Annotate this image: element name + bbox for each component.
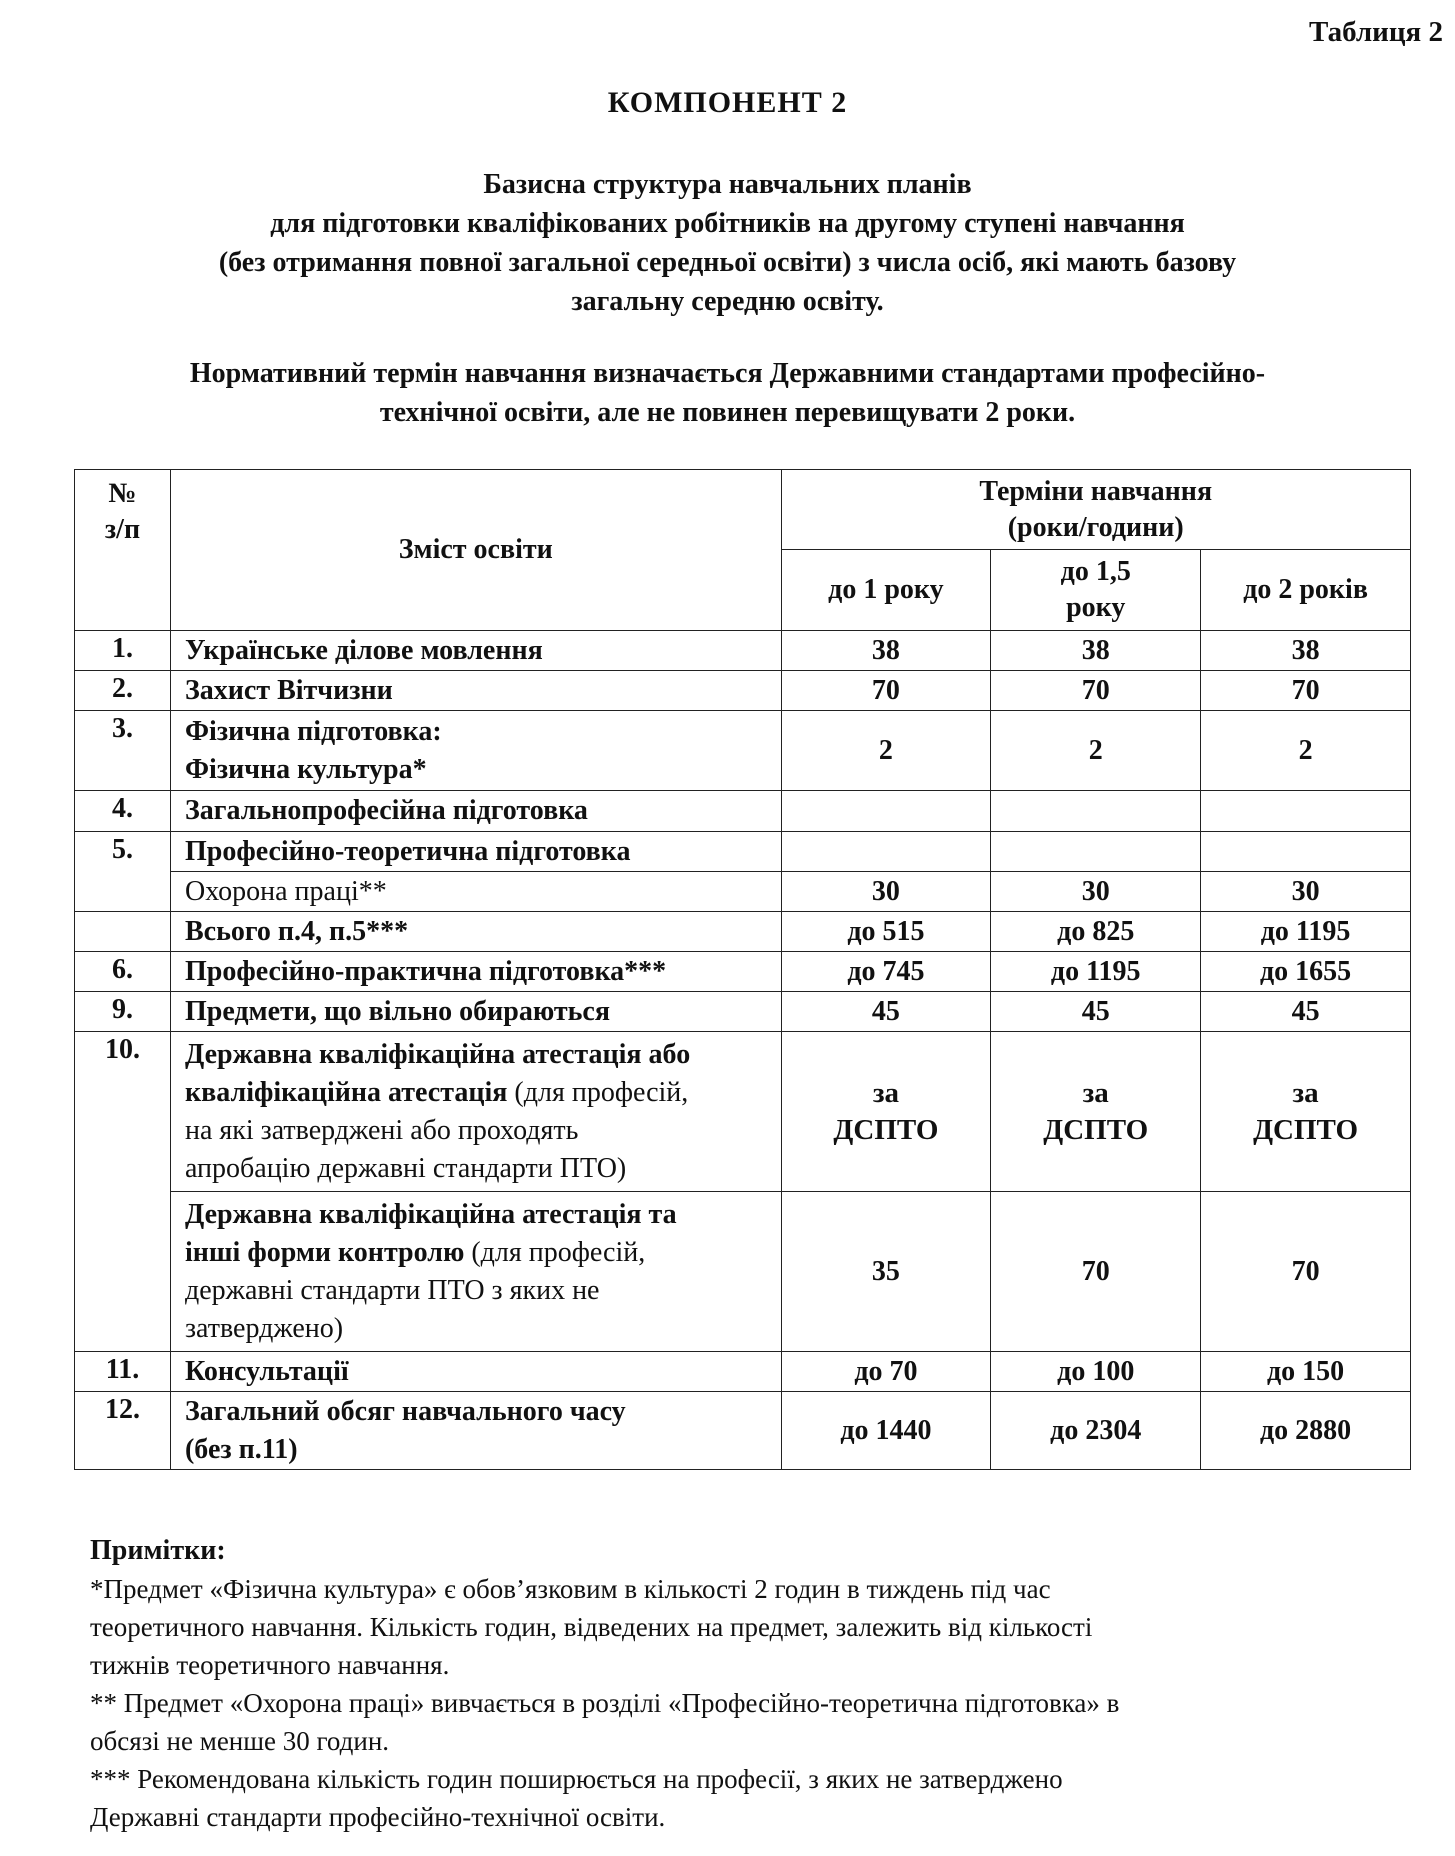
table-row — [75, 1392, 1411, 1470]
note-line: Державні стандарти професійно-технічної освіти. — [90, 1802, 666, 1832]
header-terms-title: Терміни навчання — [979, 475, 1213, 507]
row-content-line: Загальний обсяг навчального часу — [184, 1395, 626, 1427]
structure-heading-line: (без отримання повної загальної середньої освіти) з числа осіб, які мають базову — [218, 247, 1237, 278]
row-content-line: Державна кваліфікаційна атестація або — [184, 1038, 691, 1070]
row-value-empty — [991, 832, 1201, 872]
row-value-1-5-year: 45 — [991, 992, 1201, 1032]
row-number: 9. — [75, 992, 171, 1032]
header-terms — [781, 470, 1411, 550]
header-number — [75, 470, 171, 631]
row-value-1-5-year — [991, 1032, 1201, 1192]
row-value-empty — [781, 832, 991, 872]
structure-heading — [0, 165, 1455, 321]
header-number-symbol: № — [108, 478, 137, 509]
row-number: 12. — [75, 1392, 171, 1470]
row-number: 5. — [75, 832, 171, 912]
note-line: теоретичного навчання. Кількість годин, відведених на предмет, залежить від кількості — [90, 1612, 1093, 1642]
row-number-empty — [75, 912, 171, 952]
row-number: 1. — [75, 631, 171, 671]
row-value-1-year: 2 — [781, 711, 991, 791]
row-value-empty — [781, 791, 991, 832]
row-number: 10. — [75, 1032, 171, 1352]
row-value-1-5-year: 70 — [991, 671, 1201, 711]
row-content: Охорона праці** — [170, 872, 781, 912]
table-row — [75, 631, 1411, 671]
row-number: 11. — [75, 1352, 171, 1392]
row-value-1-year: до 70 — [781, 1352, 991, 1392]
row-value-1-5-year: 30 — [991, 872, 1201, 912]
row-content-line: Державна кваліфікаційна атестація та — [184, 1198, 677, 1230]
table-row — [75, 671, 1411, 711]
table-number-label: Таблиця 2 — [1308, 16, 1443, 48]
row-content: Захист Вітчизни — [170, 671, 781, 711]
row-content-bold: інші форми контролю — [184, 1236, 465, 1268]
row-value-line: за — [872, 1076, 899, 1109]
row-value-1-5-year: 70 — [991, 1192, 1201, 1352]
row-value-1-5-year: 2 — [991, 711, 1201, 791]
row-value-2-years: 45 — [1201, 992, 1411, 1032]
row-value-2-years: до 1655 — [1201, 952, 1411, 992]
row-value-1-year — [781, 1032, 991, 1192]
header-col-1-5-year — [991, 550, 1201, 631]
row-value-1-year: 30 — [781, 872, 991, 912]
structure-heading-line: для підготовки кваліфікованих робітників на другому ступені навчання — [270, 208, 1185, 239]
table-row — [75, 1352, 1411, 1392]
row-value-line: ДСПТО — [1253, 1113, 1359, 1146]
row-number: 2. — [75, 671, 171, 711]
row-content — [170, 711, 781, 791]
table-row — [75, 1032, 1411, 1192]
row-content-line: Фізична культура* — [184, 753, 427, 785]
term-note-line: Нормативний термін навчання визначається Державними стандартами професійно- — [189, 358, 1266, 389]
header-number-abbr: з/п — [104, 514, 141, 545]
row-content: Консультації — [170, 1352, 781, 1392]
table-row — [75, 711, 1411, 791]
row-value-1-year: до 745 — [781, 952, 991, 992]
row-value-1-year: до 1440 — [781, 1392, 991, 1470]
row-content-line: апробацію державні стандарти ПТО) — [184, 1152, 627, 1184]
table-row — [75, 992, 1411, 1032]
row-value-1-year: 38 — [781, 631, 991, 671]
header-col-1-5-line: року — [1066, 592, 1126, 623]
row-content: Загальнопрофесійна підготовка — [170, 791, 781, 832]
table-row — [75, 872, 1411, 912]
term-note — [0, 354, 1455, 432]
row-value-line: за — [1082, 1076, 1109, 1109]
header-terms-unit: (роки/години) — [1007, 511, 1184, 543]
table-row — [75, 791, 1411, 832]
row-value-1-5-year: до 100 — [991, 1352, 1201, 1392]
curriculum-table — [74, 469, 1411, 1470]
row-value-1-5-year: 38 — [991, 631, 1201, 671]
row-content-line: (без п.11) — [184, 1433, 298, 1465]
row-content: Всього п.4, п.5*** — [170, 912, 781, 952]
row-content-line: державні стандарти ПТО з яких не — [184, 1274, 600, 1306]
row-value-1-year: 45 — [781, 992, 991, 1032]
row-value-2-years: 2 — [1201, 711, 1411, 791]
row-number: 4. — [75, 791, 171, 832]
header-content: Зміст освіти — [170, 470, 781, 631]
row-value-empty — [1201, 791, 1411, 832]
note-line: *** Рекомендована кількість годин поширюється на професії, з яких не затверджено — [90, 1764, 1063, 1794]
note-line: обсязі не менше 30 годин. — [90, 1726, 390, 1756]
header-col-1-year: до 1 року — [781, 550, 991, 631]
note-line: ** Предмет «Охорона праці» вивчається в розділі «Професійно-теоретична підготовка» в — [90, 1688, 1120, 1718]
row-content: Українське ділове мовлення — [170, 631, 781, 671]
row-value-2-years — [1201, 1032, 1411, 1192]
structure-heading-line: загальну середню освіту. — [571, 286, 884, 317]
notes-section — [90, 1532, 1410, 1836]
table-header-row — [75, 470, 1411, 550]
row-value-line: ДСПТО — [833, 1113, 939, 1146]
row-value-1-year: 35 — [781, 1192, 991, 1352]
header-col-2-years: до 2 років — [1201, 550, 1411, 631]
row-content-line: на які затверджені або проходять — [184, 1114, 579, 1146]
row-content-bold: кваліфікаційна атестація — [184, 1076, 508, 1108]
row-content: Професійно-теоретична підготовка — [170, 832, 781, 872]
row-value-1-5-year: до 1195 — [991, 952, 1201, 992]
row-value-2-years: до 150 — [1201, 1352, 1411, 1392]
row-content — [170, 1032, 781, 1192]
header-col-1-5-line: до 1,5 — [1060, 556, 1131, 587]
row-value-2-years: 38 — [1201, 631, 1411, 671]
row-number: 6. — [75, 952, 171, 992]
table-row — [75, 832, 1411, 872]
structure-heading-line: Базисна структура навчальних планів — [483, 169, 972, 200]
row-value-2-years: 70 — [1201, 671, 1411, 711]
row-content — [170, 1392, 781, 1470]
row-content-line: затверджено) — [184, 1312, 344, 1344]
row-value-1-5-year: до 825 — [991, 912, 1201, 952]
row-value-empty — [991, 791, 1201, 832]
component-title: КОМПОНЕНТ 2 — [607, 86, 848, 119]
row-value-1-year: до 515 — [781, 912, 991, 952]
row-value-empty — [1201, 832, 1411, 872]
note-line: тижнів теоретичного навчання. — [90, 1650, 450, 1680]
note-line: *Предмет «Фізична культура» є обов’язковим в кількості 2 годин в тиждень під час — [90, 1574, 1051, 1604]
row-content: Професійно-практична підготовка*** — [170, 952, 781, 992]
row-value-line: за — [1292, 1076, 1319, 1109]
row-content — [170, 1192, 781, 1352]
notes-title: Примітки: — [90, 1535, 226, 1566]
table-row — [75, 952, 1411, 992]
row-content: Предмети, що вільно обираються — [170, 992, 781, 1032]
row-content-note: (для професій, — [507, 1076, 689, 1108]
term-note-line: технічної освіти, але не повинен перевищувати 2 роки. — [379, 397, 1076, 428]
row-value-2-years: до 1195 — [1201, 912, 1411, 952]
row-value-2-years: 70 — [1201, 1192, 1411, 1352]
table-row — [75, 912, 1411, 952]
row-content-line: Фізична підготовка: — [184, 715, 442, 747]
row-value-line: ДСПТО — [1043, 1113, 1149, 1146]
row-value-1-5-year: до 2304 — [991, 1392, 1201, 1470]
table-row — [75, 1192, 1411, 1352]
row-value-2-years: до 2880 — [1201, 1392, 1411, 1470]
row-value-2-years: 30 — [1201, 872, 1411, 912]
row-content-note: (для професій, — [464, 1236, 646, 1268]
row-number: 3. — [75, 711, 171, 791]
row-value-1-year: 70 — [781, 671, 991, 711]
